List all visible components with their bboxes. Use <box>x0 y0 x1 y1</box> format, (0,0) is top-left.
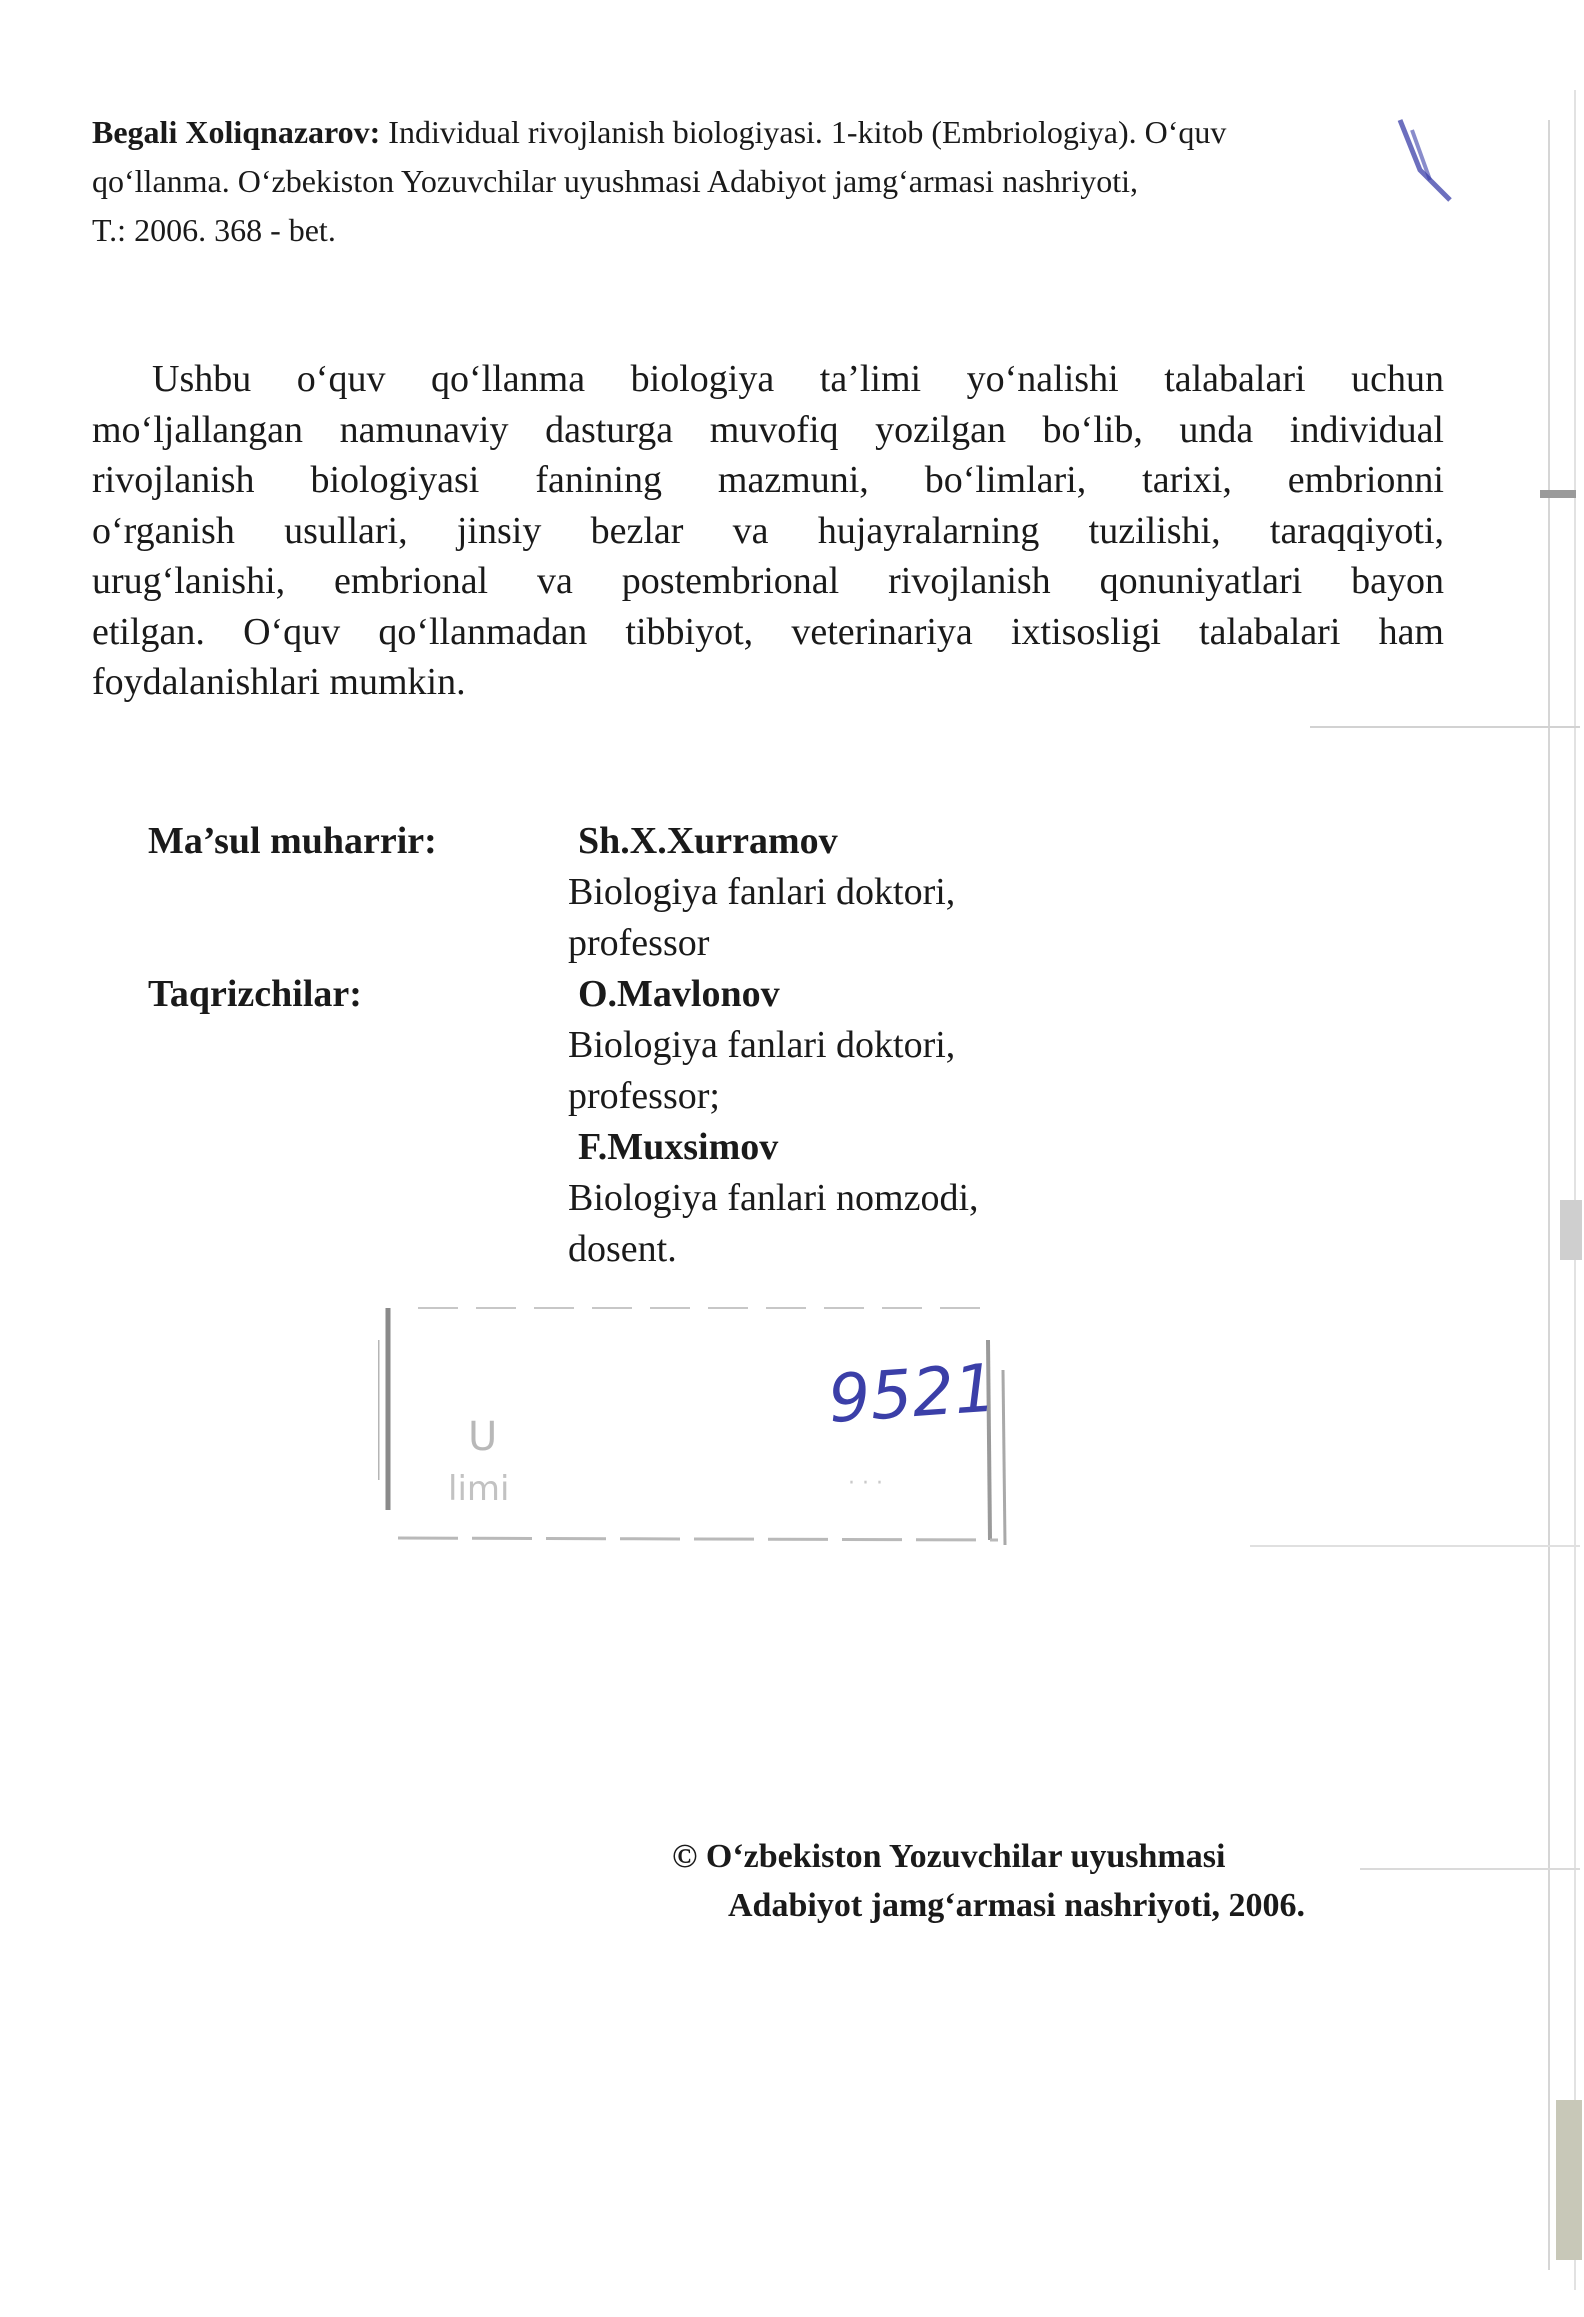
reviewer-title: professor; <box>568 1075 720 1117</box>
bib-author: Begali Xoliqnazarov: <box>92 114 381 150</box>
scan-edge-right <box>1548 120 1550 2270</box>
editor-entry <box>568 816 955 969</box>
copyright-line-2: Adabiyot jamg‘armasi nashriyoti, 2006. <box>728 1887 1306 1924</box>
pencil-mark-icon <box>1390 110 1470 210</box>
stamp-faded-text: · · · <box>848 1471 883 1496</box>
editor-degree: Biologiya fanlari doktori, <box>568 871 956 913</box>
bib-line-1 <box>92 108 1447 157</box>
reviewers-role-label: Taqrizchilar: <box>148 973 362 1015</box>
abstract-line: mo‘ljallangan namunaviy dasturga muvofiq yozilgan bo‘lib, unda individual <box>92 408 1444 451</box>
bib-line-3: T.: 2006. 368 - bet. <box>92 212 336 248</box>
copyright-notice <box>672 1832 1305 1930</box>
stamp-handwritten-number: 9521 <box>825 1349 999 1438</box>
editor-role-label: Ma’sul muharrir: <box>148 820 437 862</box>
abstract-line: Ushbu o‘quv qo‘llanma biologiya ta’limi yo‘nalishi talabalari uchun <box>152 358 1444 400</box>
reviewer-name: F.Muxsimov <box>578 1126 779 1168</box>
copyright-line-1: © O‘zbekiston Yozuvchilar uyushmasi <box>672 1838 1226 1875</box>
editor-name: Sh.X.Xurramov <box>578 820 838 862</box>
abstract-line: rivojlanish biologiyasi fanining mazmuni, bo‘limlari, tarixi, embrionni <box>92 459 1444 501</box>
scan-mark-3 <box>1360 1868 1580 1870</box>
abstract-line: foydalanishlari mumkin. <box>92 661 466 703</box>
annotation-paragraph <box>92 354 1444 708</box>
reviewer-title: dosent. <box>568 1228 677 1270</box>
reviewer-name: O.Mavlonov <box>578 973 780 1015</box>
abstract-line: o‘rganish usullari, jinsiy bezlar va hujayralarning tuzilishi, taraqqiyoti, <box>92 509 1444 552</box>
stamp-faded-text: limi <box>448 1469 510 1509</box>
scan-mark-4 <box>1540 490 1576 498</box>
bib-line-2: qo‘llanma. O‘zbekiston Yozuvchilar uyushmasi Adabiyot jamg‘armasi nashriyoti, <box>92 163 1139 199</box>
abstract-line: etilgan. O‘quv qo‘llanmadan tibbiyot, veterinariya ixtisosligi talabalari ham <box>92 610 1444 653</box>
bib-title: Individual rivojlanish biologiyasi. 1-kitob (Embriologiya). O‘quv <box>380 114 1227 150</box>
library-stamp <box>378 1300 1018 1560</box>
scan-mark-5 <box>1560 1200 1582 1260</box>
scan-edge-right-outer <box>1574 90 1576 2290</box>
reviewer-degree: Biologiya fanlari doktori, <box>568 1024 956 1066</box>
bibliographic-reference <box>92 108 1447 255</box>
scan-mark-2 <box>1250 1545 1580 1547</box>
scan-mark-1 <box>1310 726 1580 728</box>
scan-mark-6 <box>1556 2100 1582 2260</box>
reviewer-entry <box>568 969 979 1275</box>
stamp-faded-text: U <box>468 1414 498 1460</box>
editor-title: professor <box>568 922 710 964</box>
abstract-line: urug‘lanishi, embrional va postembrional rivojlanish qonuniyatlari bayon <box>92 560 1444 602</box>
reviewer-degree: Biologiya fanlari nomzodi, <box>568 1177 979 1219</box>
